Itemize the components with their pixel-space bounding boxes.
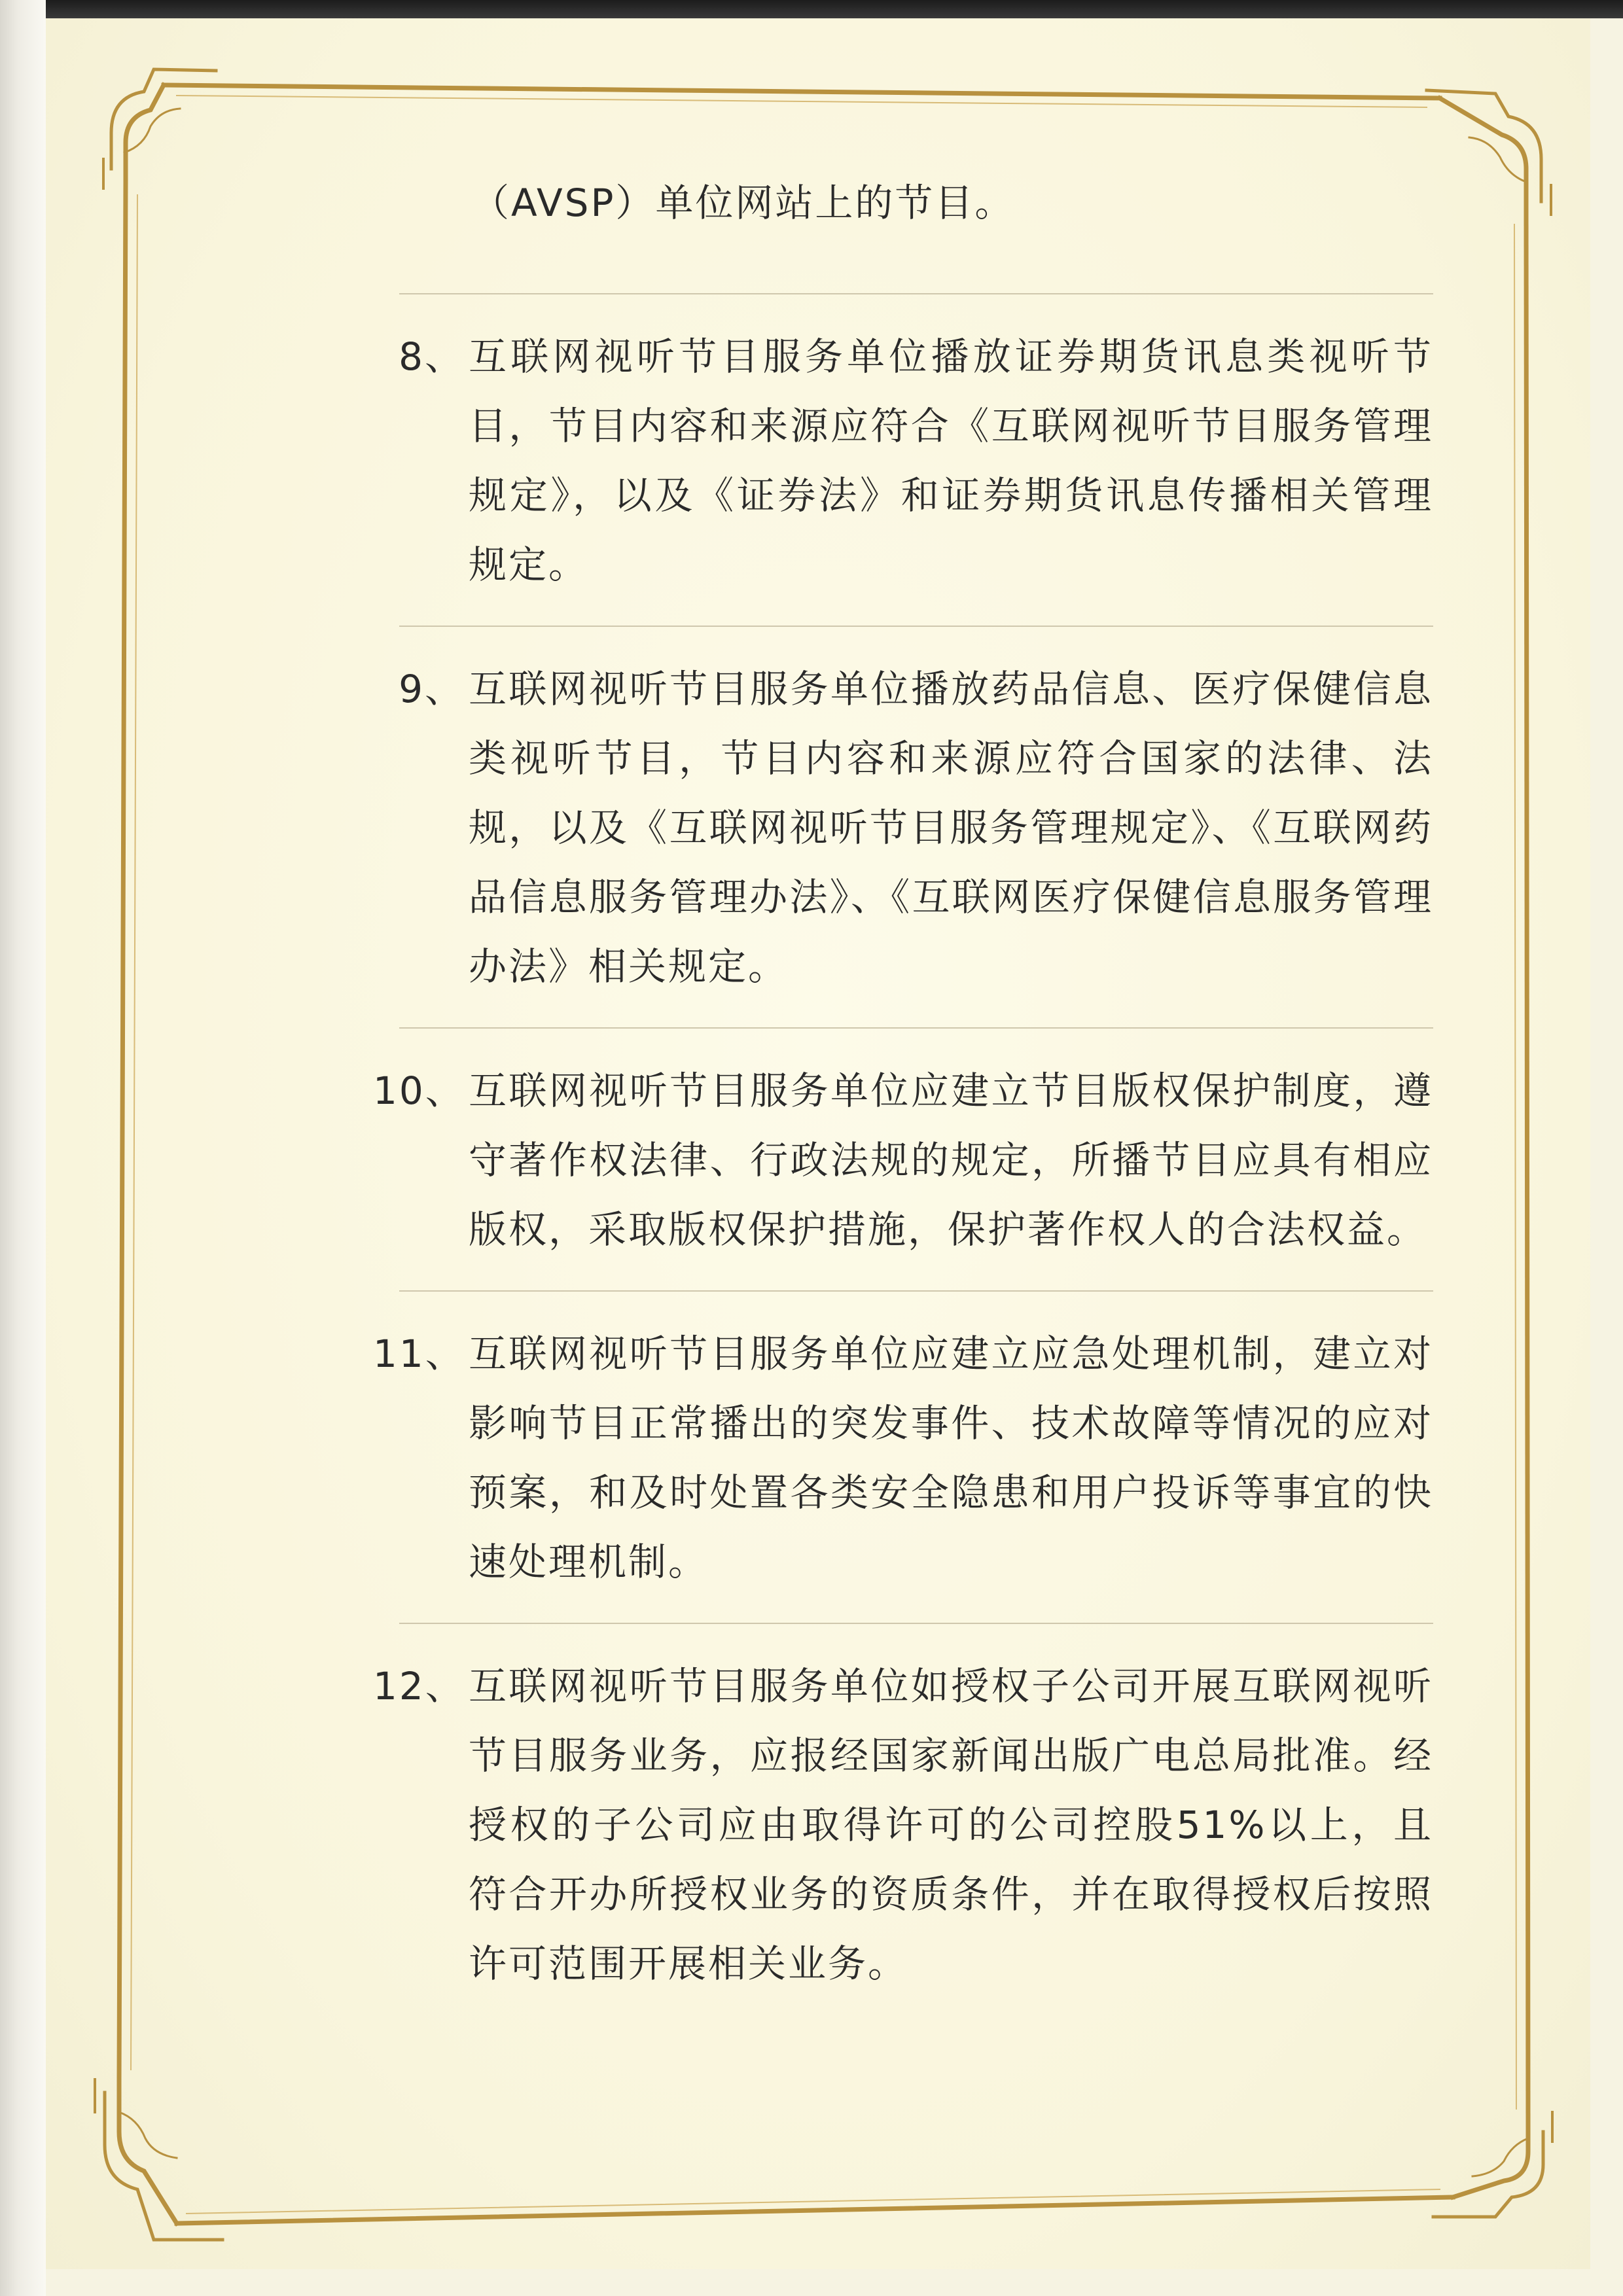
scan-top-edge: [0, 0, 1623, 18]
corner-ornament-bottom-left: [95, 2079, 223, 2240]
corner-ornament-bottom-right: [1433, 2112, 1552, 2217]
item-text: 互联网视听节目服务单位播放证券期货讯息类视听节目，节目内容和来源应符合《互联网视听节目服务管理规定》，以及《证券法》和证券期货讯息传播相关管理规定。: [469, 334, 1433, 587]
document-page: [46, 18, 1590, 2269]
binding-edge: [0, 0, 46, 2296]
item-number: 10、: [373, 1069, 465, 1113]
list-item: [373, 654, 1433, 1001]
item-number: 12、: [373, 1664, 465, 1708]
divider: [399, 293, 1433, 294]
divider: [399, 1027, 1433, 1029]
list-item: [373, 1056, 1433, 1264]
divider: [399, 626, 1433, 627]
item-number: 9、: [399, 667, 465, 711]
item-text: 互联网视听节目服务单位播放药品信息、医疗保健信息类视听节目，节目内容和来源应符合国家的法律、法规，以及《互联网视听节目服务管理规定》、《互联网药品信息服务管理办法》、《互联网医疗保健信息服务管理办法》相关规定。: [469, 667, 1433, 989]
continued-fragment: （AVSP）单位网站上的节目。: [471, 181, 1015, 225]
divider: [399, 1623, 1433, 1624]
divider: [399, 1290, 1433, 1292]
list-item: [373, 1319, 1433, 1597]
item-number: 11、: [373, 1332, 465, 1376]
list-item: [373, 1651, 1433, 1998]
item-text: 互联网视听节目服务单位应建立节目版权保护制度，遵守著作权法律、行政法规的规定，所播节目应具有相应版权，采取版权保护措施，保护著作权人的合法权益。: [469, 1069, 1433, 1252]
corner-ornament-top-right: [1427, 90, 1551, 215]
item-text: 互联网视听节目服务单位如授权子公司开展互联网视听节目服务业务，应报经国家新闻出版广电总局批准。经授权的子公司应由取得许可的公司控股51%以上，且符合开办所授权业务的资质条件，并在取得授权后按照许可范围开展相关业务。: [469, 1664, 1433, 1986]
item-text: 互联网视听节目服务单位应建立应急处理机制，建立对影响节目正常播出的突发事件、技术故障等情况的应对预案，和及时处置各类安全隐患和用户投诉等事宜的快速处理机制。: [469, 1332, 1433, 1584]
document-body: [373, 169, 1433, 1998]
list-item: [373, 322, 1433, 599]
item-number: 8、: [399, 334, 465, 379]
